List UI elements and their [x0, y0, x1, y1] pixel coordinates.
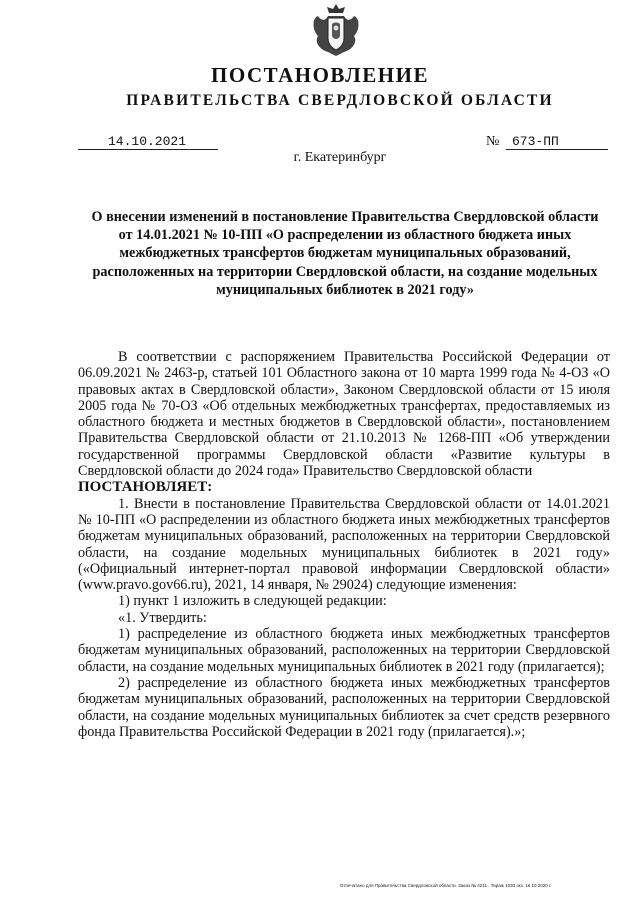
item-1-paragraph: 1. Внести в постановление Правительства Свердловской области от 14.01.2021 № 10-ПП «О распределении из областного бюджета иных межбюджетных трансфертов бюджетам муниципальных образований, расположенных на территории Свердловской области, на создание модельных муниципальных библиотек в 2021 году» («Официальный интернет-портал правовой информации Свердловской области» (www.pravo.gov66.ru), 2021, 14 января, № 29024) следующие изменения:	[78, 495, 610, 594]
print-footer: Отпечатано для Правительства Свердловской области. Заказ № 4211 . Тираж 1030 экз. 16.10.2020 г.	[340, 883, 552, 888]
number-label: №	[486, 134, 500, 149]
quoted-item-2: 2) распределение из областного бюджета иных межбюджетных трансфертов бюджетам муниципальных образований, расположенных на территории Свердловской области, на создание модельных муниципальных библиотек за счет средств резервного фонда Правительства Российской Федерации в 2021 году (прилагается).»;	[78, 674, 610, 740]
document-body	[78, 349, 610, 740]
preamble-paragraph: В соответствии с распоряжением Правительства Российской Федерации от 06.09.2021 № 2463-р, статьей 101 Областного закона от 10 марта 1999 года № 4-ОЗ «О правовых актах в Свердловской области», Законом Свердловской области от 15 июля 2005 года № 70-ОЗ «Об отдельных межбюджетных трансфертах, предоставляемых из областного бюджета и местных бюджетов в Свердловской области», постановлением Правительства Свердловской области от 21.10.2013 № 1268-ПП «Об утверждении государственной программы Свердловской области «Развитие культуры в Свердловской области до 2024 года» Правительство Свердловской области	[78, 349, 610, 480]
document-type-heading: ПОСТАНОВЛЕНИЕ	[211, 63, 429, 87]
decree-word: ПОСТАНОВЛЯЕТ:	[78, 479, 213, 496]
document-number: 673-ПП	[506, 134, 608, 150]
document-date: 14.10.2021	[78, 134, 218, 150]
coat-of-arms-emblem	[310, 2, 362, 58]
quote-start-paragraph: «1. Утвердить:	[118, 609, 207, 626]
quoted-item-1: 1) распределение из областного бюджета иных межбюджетных трансфертов бюджетам муниципальных образований, расположенных на территории Свердловской области, на создание модельных муниципальных библиотек в 2021 году (прилагается);	[78, 626, 610, 675]
document-title: О внесении изменений в постановление Правительства Свердловской области от 14.01.2021 № 10-ПП «О распределении из областного бюджета иных межбюджетных трансфертов бюджетам муниципальных образований, расположенных на территории Свердловской области, на создание модельных муниципальных библиотек в 2021 году»	[91, 209, 599, 298]
government-name: ПРАВИТЕЛЬСТВА СВЕРДЛОВСКОЙ ОБЛАСТИ	[126, 92, 554, 109]
city: г. Екатеринбург	[293, 150, 387, 165]
subitem-1-paragraph: 1) пункт 1 изложить в следующей редакции:	[118, 593, 387, 610]
